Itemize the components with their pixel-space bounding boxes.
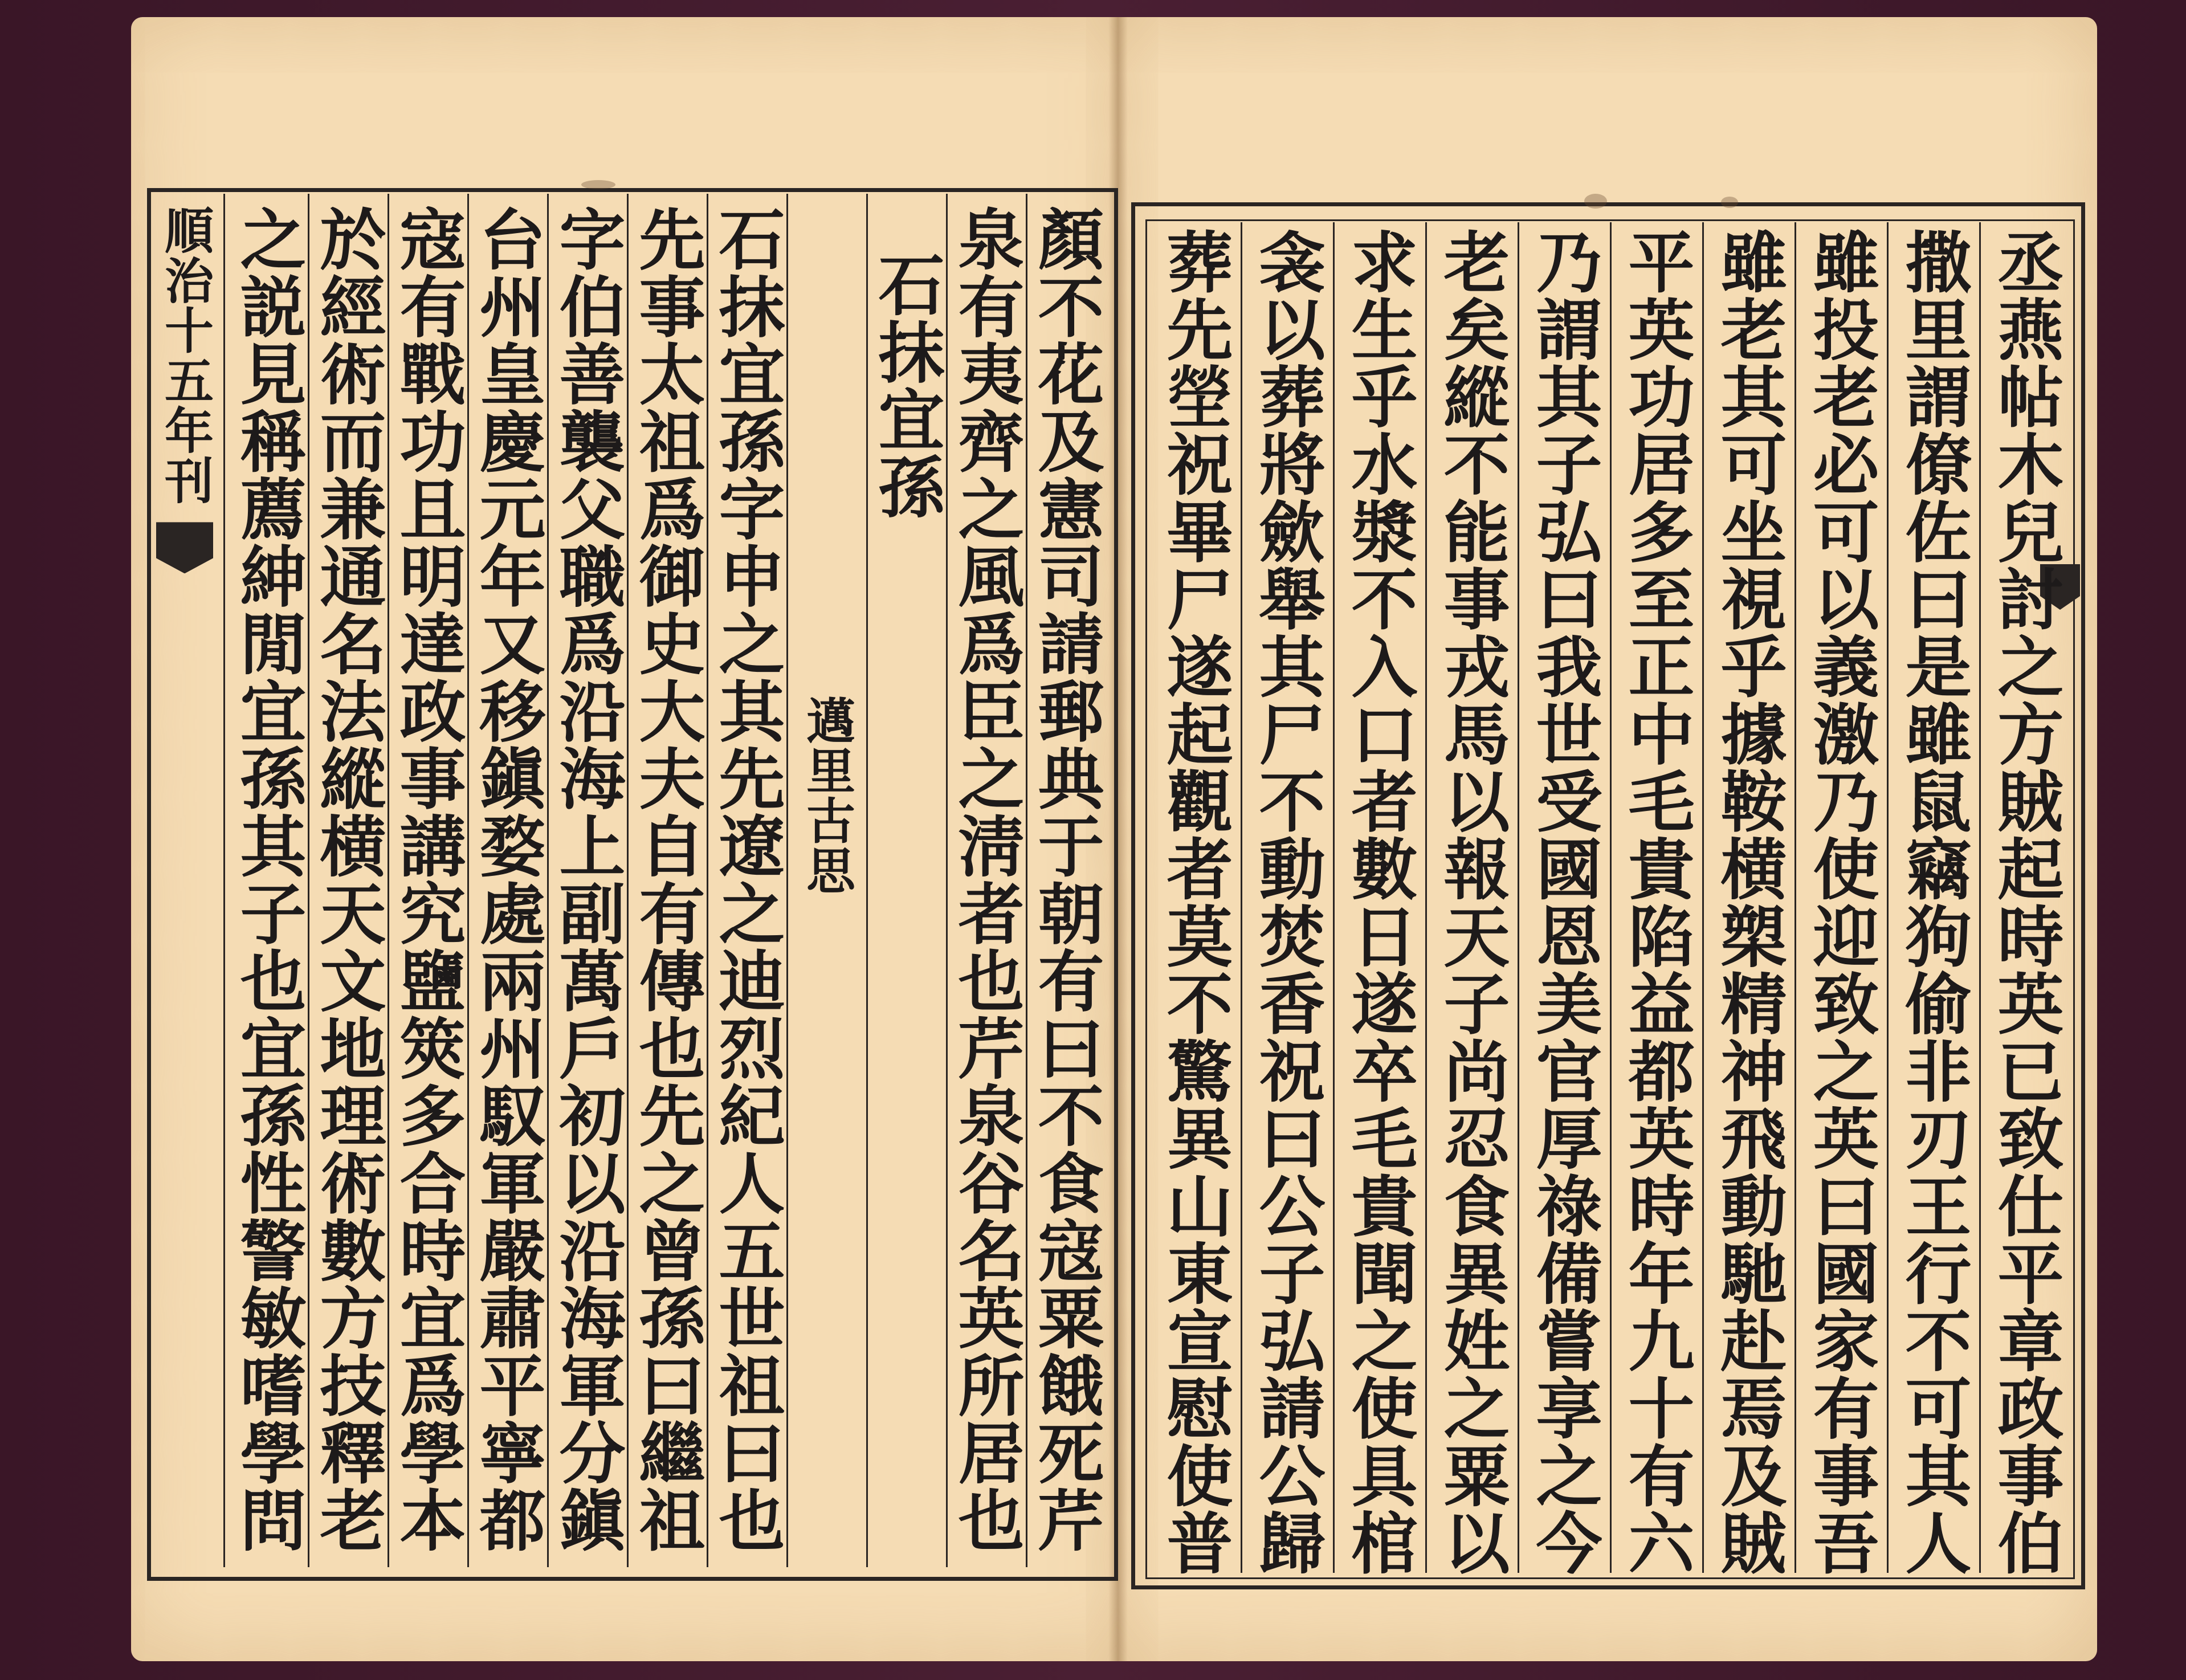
right-column-1 xyxy=(1979,222,2071,1577)
left-column-5 xyxy=(707,194,786,1567)
left-column-10 xyxy=(308,194,388,1567)
ink-speck xyxy=(1721,197,1738,208)
left-column-text: 之説見稱薦紳閒宜孫其子也宜孫性警敏嗜學問 xyxy=(229,205,307,1554)
left-column-text: 台州皇慶元年又移鎭婺處兩州馭軍嚴肅平寧都 xyxy=(468,205,546,1554)
column-rule xyxy=(1425,222,1427,1573)
right-column-3 xyxy=(1795,222,1887,1577)
left-text-area xyxy=(225,194,1106,1567)
margin-label-column xyxy=(147,194,222,1561)
column-rule xyxy=(1241,222,1242,1573)
right-column-10 xyxy=(1148,222,1241,1577)
fish-tail-mark xyxy=(156,522,213,573)
left-column-8 xyxy=(467,194,547,1567)
left-column-text: 泉有夷齊之風爲臣之淸者也芹泉谷名英所居也 xyxy=(947,205,1025,1554)
right-column-text: 撒里謂僚佐曰是雖鼠竊狗偷非刃王行不可其人 xyxy=(1894,228,1972,1577)
left-column-9 xyxy=(388,194,467,1567)
right-column-9 xyxy=(1241,222,1333,1577)
margin-label: 順治十五年刊 xyxy=(156,205,214,505)
left-column-text: 先事太祖爲御史大夫自有傳也先之曾孫曰繼祖 xyxy=(628,205,705,1554)
section-heading: 石抹宜孫 xyxy=(867,251,945,521)
right-column-text: 乃謂其子弘曰我世受國恩美官厚祿備嘗享之今 xyxy=(1525,228,1602,1577)
right-column-text: 平英功居多至正中毛貴陷益都英時年九十有六 xyxy=(1617,228,1695,1577)
ink-speck xyxy=(1584,194,1607,209)
left-column-4-heading xyxy=(786,194,866,1567)
right-column-text: 求生乎水漿不入口者數日遂卒毛貴聞之使具棺 xyxy=(1340,228,1418,1577)
ink-speck xyxy=(581,180,615,189)
column-rule xyxy=(866,194,868,1567)
column-rule xyxy=(1333,222,1335,1573)
column-rule xyxy=(1979,222,1981,1573)
column-rule xyxy=(1795,222,1796,1573)
left-column-text: 字伯善襲父職爲沿海上副萬戶初以沿海軍分鎭 xyxy=(548,205,626,1554)
right-column-text: 老矣縱不能事戎馬以報天子尚忍食異姓之粟以 xyxy=(1433,228,1510,1577)
left-column-7 xyxy=(547,194,627,1567)
right-column-8 xyxy=(1333,222,1425,1577)
left-column-11 xyxy=(228,194,308,1567)
column-rule xyxy=(1887,222,1889,1573)
section-heading: 邁里古思 xyxy=(798,695,855,895)
left-column-text: 顏不花及憲司請郵典于朝有曰不食寇粟餓死芹 xyxy=(1027,205,1104,1554)
left-column-1 xyxy=(1026,194,1106,1567)
right-column-text: 丞燕帖木兒討之方賊起時英已致仕平章政事伯 xyxy=(1987,228,2064,1577)
right-column-text: 雖老其可坐視乎據鞍横槊精神飛動馳赴焉及賊 xyxy=(1710,228,1787,1577)
left-column-text: 寇有戰功且明達政事講究鹽筴多合時宜爲學本 xyxy=(389,205,466,1554)
column-rule xyxy=(1610,222,1612,1573)
right-column-text: 雖投老必可以義激乃使迎致之英曰國家有事吾 xyxy=(1802,228,1879,1577)
right-text-area xyxy=(1148,222,2071,1577)
right-column-5 xyxy=(1610,222,1702,1577)
left-column-text: 於經術而兼通名法縱横天文地理術數方技釋老 xyxy=(309,205,386,1554)
right-column-6 xyxy=(1518,222,1610,1577)
right-column-text: 葬先塋祝畢尸遂起觀者莫不驚異山東宣慰使普 xyxy=(1156,228,1233,1577)
left-column-2 xyxy=(946,194,1026,1567)
right-column-2 xyxy=(1887,222,1979,1577)
left-column-3-heading xyxy=(866,194,946,1567)
left-margin-strip xyxy=(147,194,222,1561)
right-column-7 xyxy=(1425,222,1518,1577)
right-column-text: 衾以葬將歛舉其尸不動焚香祝曰公子弘請公歸 xyxy=(1248,228,1326,1577)
column-rule xyxy=(1702,222,1704,1573)
column-rule xyxy=(1518,222,1519,1573)
left-column-6 xyxy=(627,194,707,1567)
left-column-text: 石抹宜孫字申之其先遼之迪烈紀人五世祖曰也 xyxy=(708,205,785,1554)
right-column-4 xyxy=(1702,222,1795,1577)
